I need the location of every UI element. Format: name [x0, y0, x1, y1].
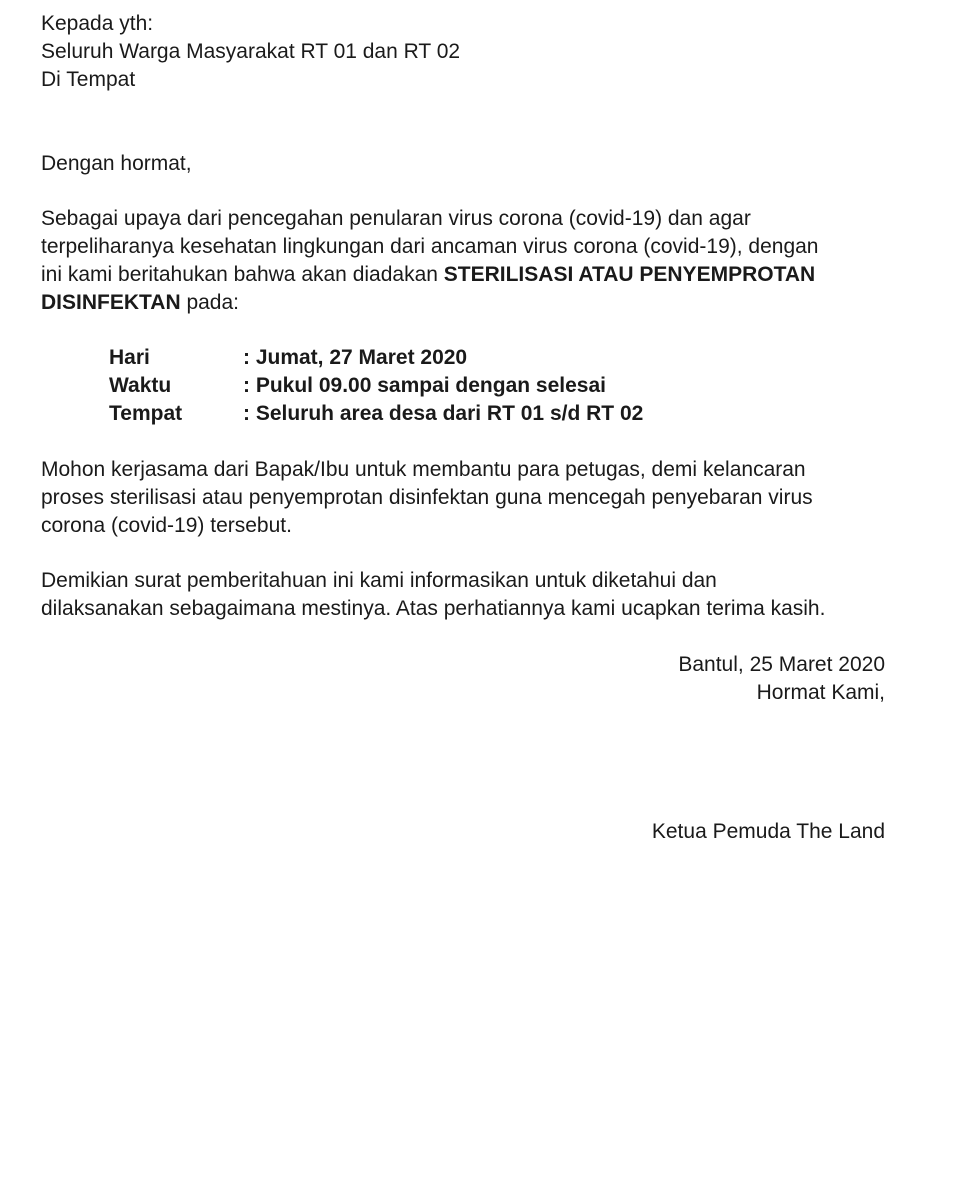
intro-line-3-text: ini kami beritahukan bahwa akan diadakan — [41, 263, 444, 286]
detail-value-time: : Pukul 09.00 sampai dengan selesai — [243, 374, 606, 397]
intro-line-2: terpeliharanya kesehatan lingkungan dari ancaman virus corona (covid-19), dengan — [41, 235, 819, 258]
intro-emphasis-2: DISINFEKTAN — [41, 291, 181, 314]
detail-value-place: : Seluruh area desa dari RT 01 s/d RT 02 — [243, 402, 644, 425]
request-line-2: proses sterilisasi atau penyemprotan disinfektan guna mencegah penyebaran virus — [41, 486, 813, 509]
intro-line-4 — [41, 289, 239, 317]
signer-title: Ketua Pemuda The Land — [651, 820, 885, 843]
recipient-line-2: Seluruh Warga Masyarakat RT 01 dan RT 02 — [41, 40, 461, 63]
intro-line-1: Sebagai upaya dari pencegahan penularan virus corona (covid-19) dan agar — [41, 207, 751, 230]
closing-line-2: dilaksanakan sebagaimana mestinya. Atas perhatiannya kami ucapkan terima kasih. — [41, 597, 826, 620]
detail-label-time: Waktu — [109, 374, 172, 397]
request-line-1: Mohon kerjasama dari Bapak/Ibu untuk membantu para petugas, demi kelancaran — [41, 458, 806, 481]
detail-label-day: Hari — [109, 346, 150, 369]
intro-line-3 — [41, 261, 815, 289]
intro-emphasis-1: STERILISASI ATAU PENYEMPROTAN — [443, 263, 816, 286]
recipient-line-1: Kepada yth: — [41, 12, 154, 35]
request-line-3: corona (covid-19) tersebut. — [41, 514, 292, 537]
detail-value-day: : Jumat, 27 Maret 2020 — [243, 346, 468, 369]
recipient-line-3: Di Tempat — [41, 68, 136, 91]
regards: Hormat Kami, — [756, 681, 885, 704]
intro-line-4-text: pada: — [180, 291, 239, 314]
greeting: Dengan hormat, — [41, 152, 192, 175]
place-date: Bantul, 25 Maret 2020 — [678, 653, 885, 676]
detail-label-place: Tempat — [109, 402, 183, 425]
closing-line-1: Demikian surat pemberitahuan ini kami informasikan untuk diketahui dan — [41, 569, 717, 592]
